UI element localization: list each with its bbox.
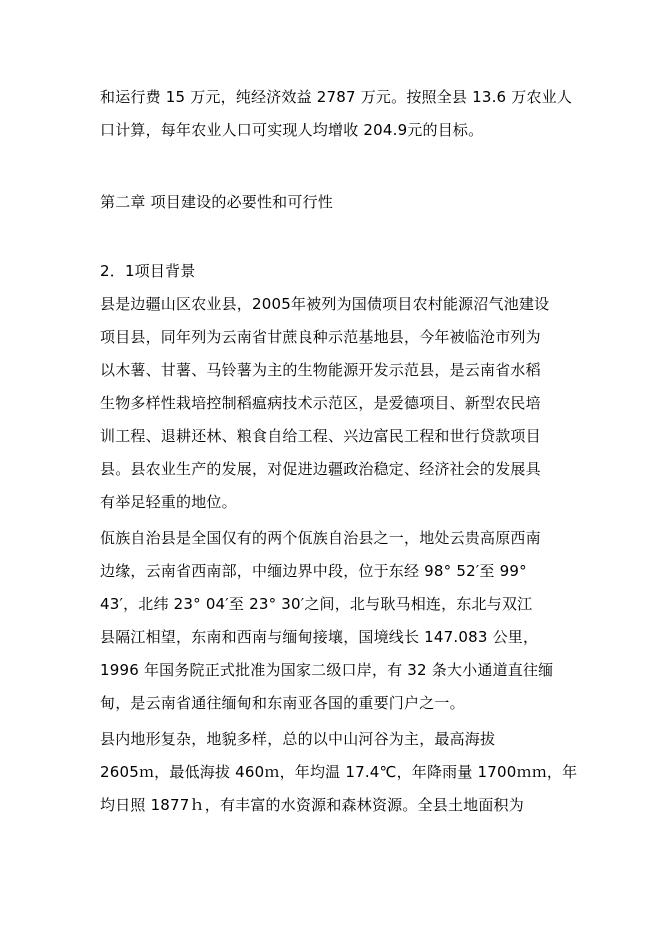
paragraph-line: 佤族自治县是全国仅有的两个佤族自治县之一，地处云贵高原西南 bbox=[100, 529, 541, 547]
paragraph-line: 43′，北纬 23° 04′至 23° 30′之间，北与耿马相连，东北与双江 bbox=[100, 595, 533, 613]
paragraph-line: 口计算，每年农业人口可实现人均增收 204.9元的目标。 bbox=[100, 121, 484, 139]
paragraph-line: 生物多样性栽培控制稻瘟病技术示范区，是爱德项目、新型农民培 bbox=[100, 394, 541, 412]
paragraph-line: 甸，是云南省通往缅甸和东南亚各国的重要门户之一。 bbox=[100, 694, 465, 712]
paragraph-line: 县是边疆山区农业县，2005年被列为国债项目农村能源沼气池建设 bbox=[100, 295, 550, 313]
paragraph-line: 训工程、退耕还林、粮食自给工程、兴边富民工程和世行贷款项目 bbox=[100, 427, 541, 445]
paragraph-line: 2605ｍ，最低海拔 460ｍ，年均温 17.4℃，年降雨量 1700ｍｍ，年 bbox=[100, 763, 578, 781]
paragraph-line: 县内地形复杂，地貌多样，总的以中山河谷为主，最高海拔 bbox=[100, 730, 496, 748]
paragraph-line: 1996 年国务院正式批准为国家二级口岸，有 32 条大小通道直往缅 bbox=[100, 661, 554, 679]
paragraph-line: 以木薯、甘薯、马铃薯为主的生物能源开发示范县，是云南省水稻 bbox=[100, 361, 541, 379]
paragraph-line: 均日照 1877ｈ，有丰富的水资源和森林资源。全县土地面积为 bbox=[100, 796, 524, 814]
paragraph-line: 和运行费 15 万元，纯经济效益 2787 万元。按照全县 13.6 万农业人 bbox=[100, 88, 573, 106]
paragraph-line: 项目县，同年列为云南省甘蔗良种示范基地县，今年被临沧市列为 bbox=[100, 328, 541, 346]
chapter-heading: 第二章 项目建设的必要性和可行性 bbox=[100, 193, 333, 211]
paragraph-line: 县隔江相望，东南和西南与缅甸接壤，国境线长 147.083 公里， bbox=[100, 628, 539, 646]
paragraph-line: 边缘，云南省西南部，中缅边界中段，位于东经 98° 52′至 99° bbox=[100, 562, 527, 580]
paragraph-line: 县。县农业生产的发展，对促进边疆政治稳定、经济社会的发展具 bbox=[100, 460, 541, 478]
section-heading: 2．1项目背景 bbox=[100, 262, 196, 280]
paragraph-line: 有举足轻重的地位。 bbox=[100, 493, 237, 511]
